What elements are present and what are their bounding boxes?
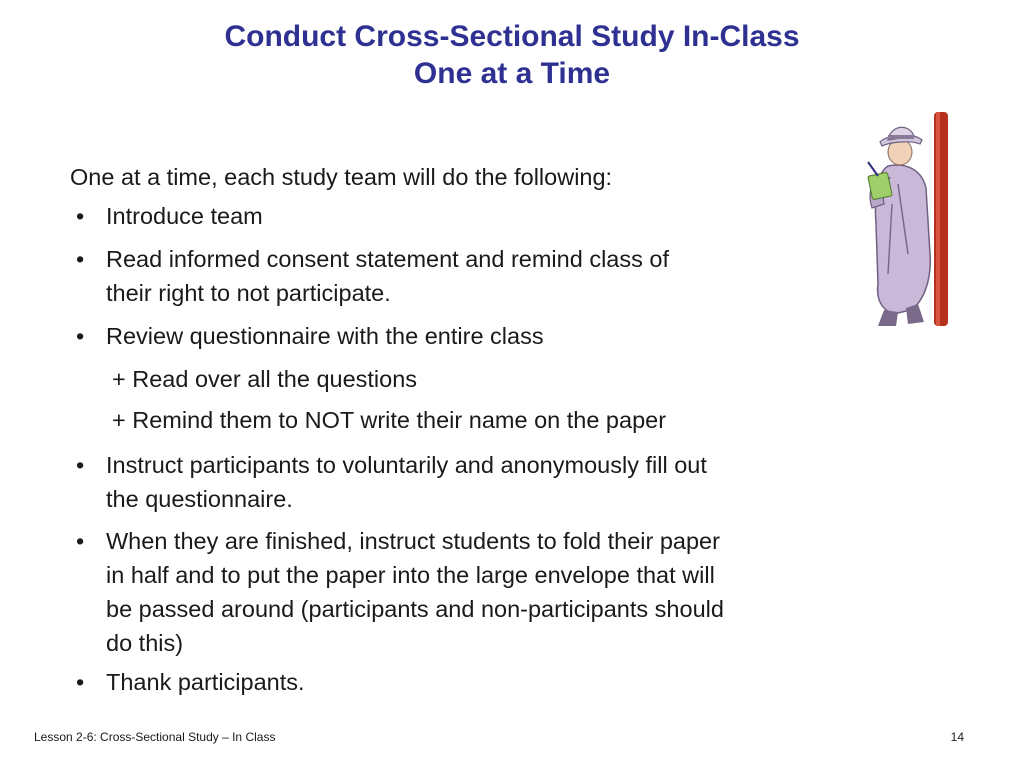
slide-title <box>0 18 1024 92</box>
bullet-text: Thank participants. <box>106 669 305 695</box>
subitem-no-name: + Remind them to NOT write their name on the paper <box>112 407 667 433</box>
detective-clipart-icon <box>848 104 966 332</box>
bullet-mark: • <box>76 528 85 554</box>
slide-title-line-2: One at a Time <box>413 57 611 90</box>
intro-text: One at a time, each study team will do the following: <box>70 164 613 190</box>
bullet-mark: • <box>76 203 85 229</box>
bullet-text-line-3: be passed around (participants and non-participants should <box>106 596 724 622</box>
footer-page-number: 14 <box>950 730 964 744</box>
slide-title-line-1: Conduct Cross-Sectional Study In-Class <box>224 20 800 53</box>
bullet-text: Review questionnaire with the entire class <box>106 323 544 349</box>
bullet-text: Introduce team <box>106 203 263 229</box>
bullet-mark: • <box>76 323 85 349</box>
bullet-text-line-1: Instruct participants to voluntarily and anonymously fill out <box>106 452 707 478</box>
bullet-mark: • <box>76 669 85 695</box>
bullet-text-line-1: When they are finished, instruct students to fold their paper <box>106 528 720 554</box>
bullet-text-line-2: the questionnaire. <box>106 486 293 512</box>
bullet-mark: • <box>76 452 85 478</box>
bullet-mark: • <box>76 246 85 272</box>
footer-lesson-label: Lesson 2-6: Cross-Sectional Study – In Class <box>34 730 276 744</box>
bullet-text-line-2: their right to not participate. <box>106 280 391 306</box>
bullet-text-line-4: do this) <box>106 630 184 656</box>
bullet-text-line-1: Read informed consent statement and remind class of <box>106 246 669 272</box>
bullet-text-line-2: in half and to put the paper into the large envelope that will <box>106 562 715 588</box>
subitem-read-questions: + Read over all the questions <box>112 366 418 392</box>
